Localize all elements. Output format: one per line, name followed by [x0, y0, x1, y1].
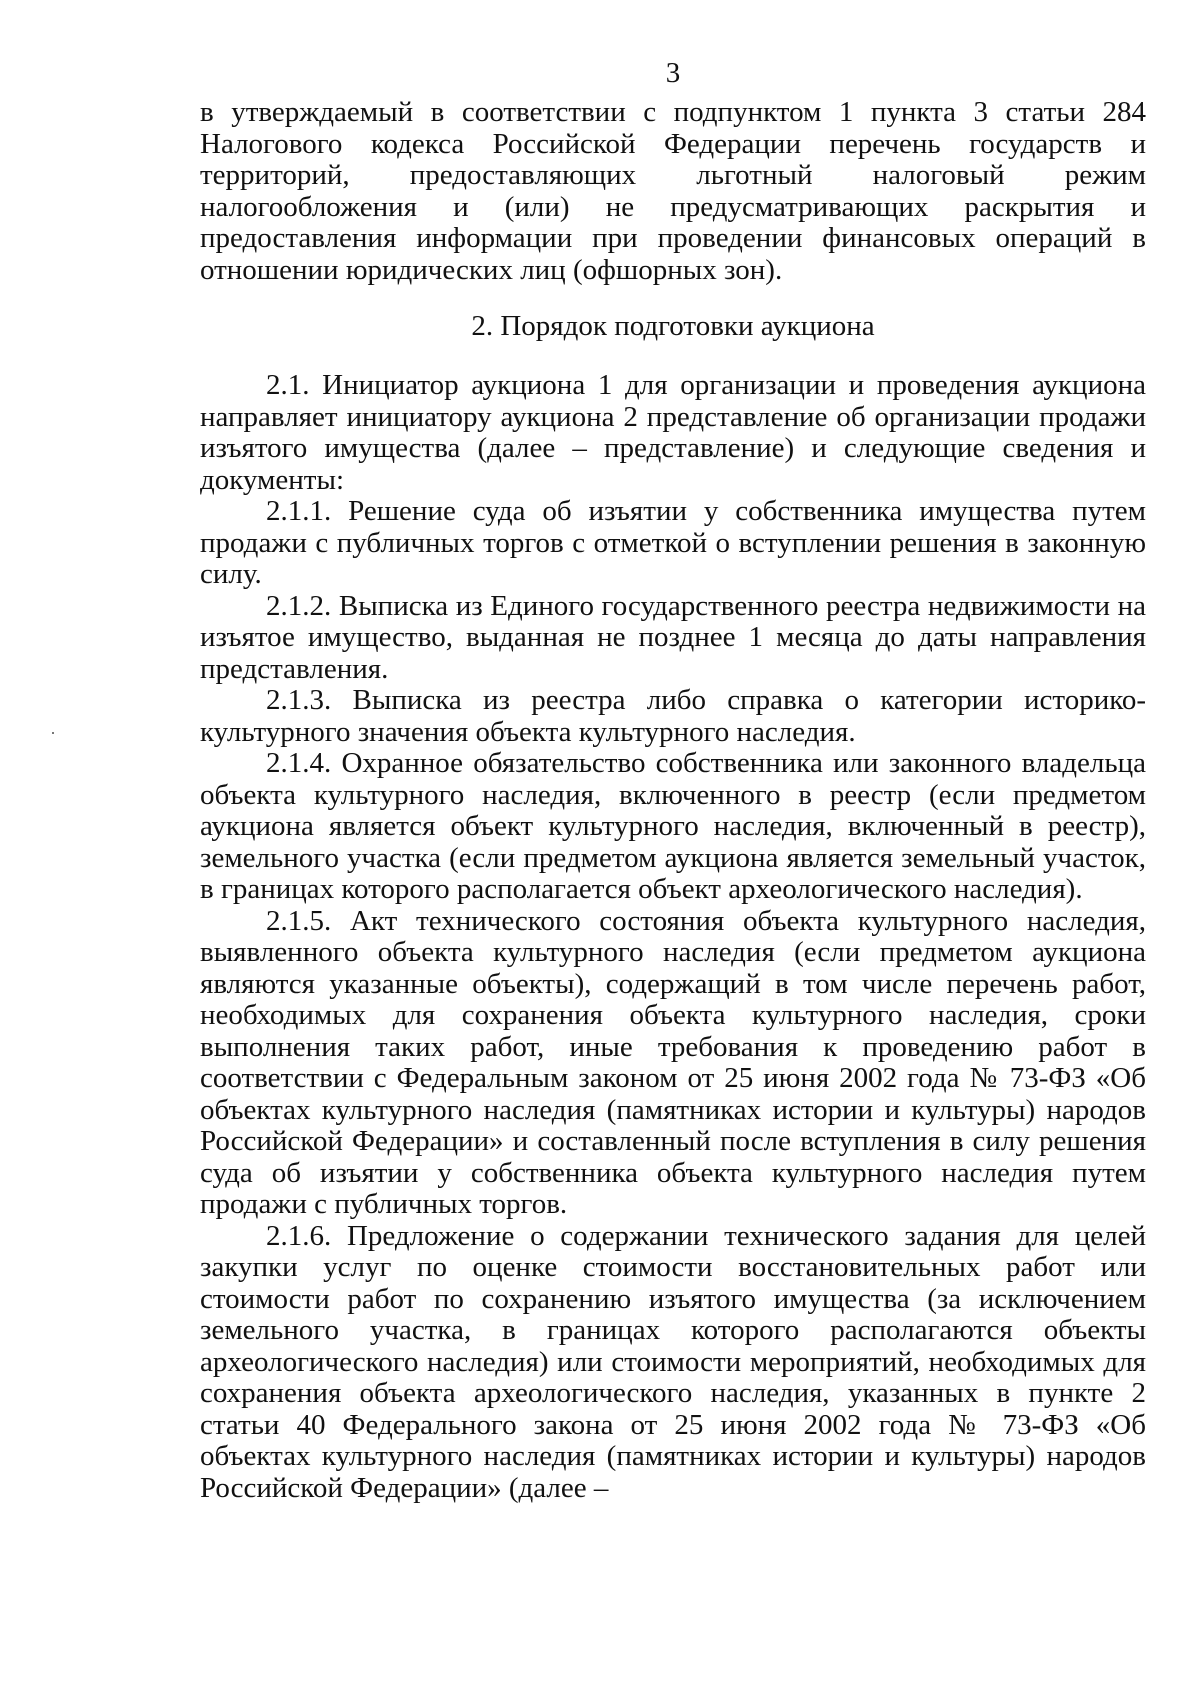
- paragraph-2-1-4: 2.1.4. Охранное обязательство собственника или законного владельца объекта культурного наследия, включенного в реестр (если предметом аукциона является объект культурного наследия, включенный в реестр), земельного участка (если предметом аукциона является земельный участок, в границах которого располагается объект археологического наследия).: [200, 747, 1146, 905]
- paragraph-2-1-6: 2.1.6. Предложение о содержании технического задания для целей закупки услуг по оценке стоимости восстановительных работ или стоимости работ по сохранению изъятого имущества (за исключением земельного участка, в границах которого располагаются объекты археологического наследия) или стоимости мероприятий, необходимых для сохранения объекта археологического наследия, указанных в пункте 2 статьи 40 Федерального закона от 25 июня 2002 года № 73-ФЗ «Об объектах культурного наследия (памятниках истории и культуры) народов Российской Федерации» (далее –: [200, 1219, 1146, 1504]
- paragraph-2-1: 2.1. Инициатор аукциона 1 для организации и проведения аукциона направляет инициатору аукциона 2 представление об организации продажи изъятого имущества (далее – представление) и следующие сведения и документы:: [200, 369, 1146, 496]
- document-page: [200, 55, 1146, 1504]
- paragraph-2-1-3: 2.1.3. Выписка из реестра либо справка о категории историко-культурного значения объекта культурного наследия.: [200, 684, 1146, 748]
- paragraph-2-1-2: 2.1.2. Выписка из Единого государственного реестра недвижимости на изъятое имущество, выданная не позднее 1 месяца до даты направления представления.: [200, 589, 1146, 685]
- paragraph-2-1-1: 2.1.1. Решение суда об изъятии у собственника имущества путем продажи с публичных торгов с отметкой о вступлении решения в законную силу.: [200, 495, 1146, 590]
- page-number: 3: [665, 57, 681, 89]
- paragraph-2-1-5: 2.1.5. Акт технического состояния объекта культурного наследия, выявленного объекта культурного наследия (если предметом аукциона являются указанные объекты), содержащий в том числе перечень работ, необходимых для сохранения объекта культурного наследия, сроки выполнения таких работ, иные требования к проведению работ в соответствии с Федеральным законом от 25 июня 2002 года № 73-ФЗ «Об объектах культурного наследия (памятниках истории и культуры) народов Российской Федерации» и составленный после вступления в силу решения суда об изъятии у собственника объекта культурного наследия путем продажи с публичных торгов.: [200, 904, 1146, 1220]
- scan-speck: [52, 732, 54, 734]
- intro-paragraph: в утверждаемый в соответствии с подпунктом 1 пункта 3 статьи 284 Налогового кодекса Российской Федерации перечень государств и территорий, предоставляющих льготный налоговый режим налогообложения и (или) не предусматривающих раскрытия и предоставления информации при проведении финансовых операций в отношении юридических лиц (офшорных зон).: [200, 96, 1146, 286]
- section-heading: 2. Порядок подготовки аукциона: [471, 310, 875, 342]
